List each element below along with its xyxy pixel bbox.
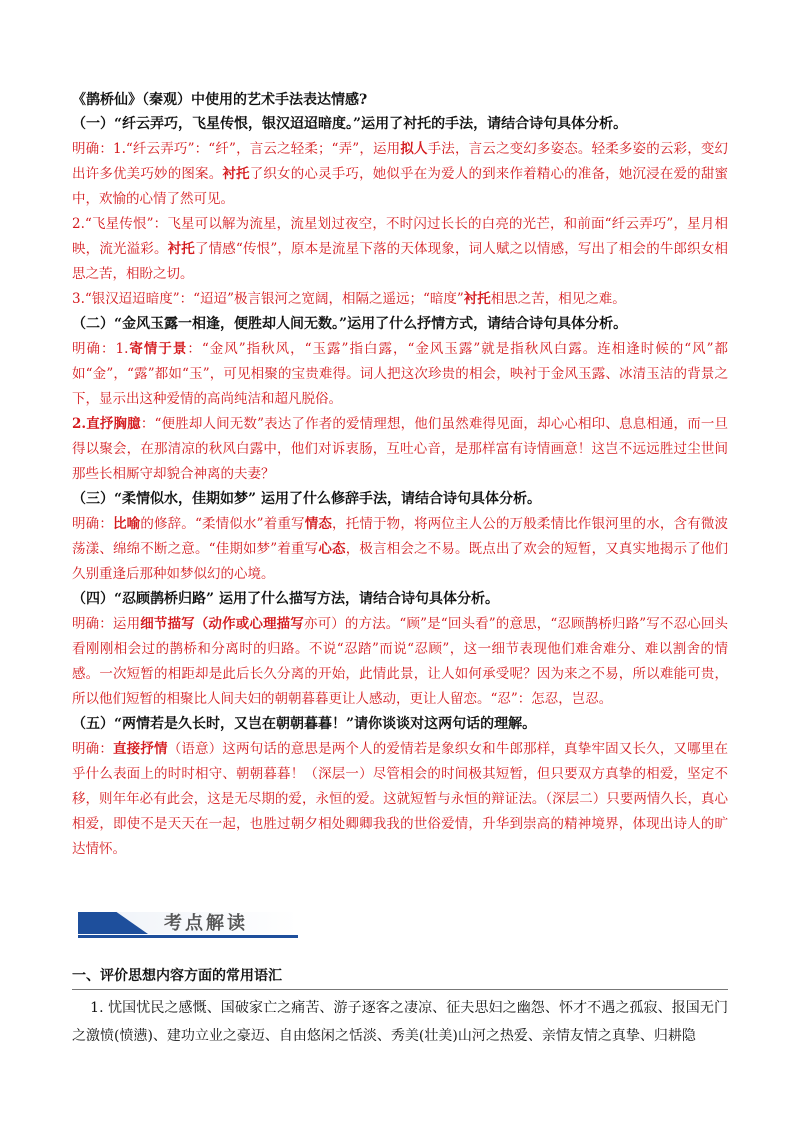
- answer-keyword: 寄情于景: [128, 341, 188, 357]
- answer-text: 相思之苦，相见之难。: [490, 291, 626, 307]
- answer-keyword: 直接抒情: [113, 741, 168, 757]
- answer-paragraph: [72, 412, 728, 487]
- answer-text: 3.“银汉迢迢暗度”：“迢迢”极言银河之宽阔，相隔之遥远；“暗度”: [72, 291, 464, 307]
- section-heading: 一、评价思想内容方面的常用语汇: [72, 968, 282, 984]
- answer-paragraph: [72, 612, 728, 712]
- answer-paragraph: [72, 512, 728, 587]
- answer-text: ：“便胜却人间无数”表达了作者的爱情理想，他们虽然难得见面，却心心相印、息息相通，而一旦得以聚会，在那清凉的秋风白露中，他们对诉衷肠，互吐心音，是那样富有诗情画意！这岂不远远胜过尘世间那些长相厮守却貌合神离的夫妻？: [72, 416, 729, 482]
- answer-keyword: 衬托: [222, 166, 250, 182]
- answer-paragraph: [72, 137, 728, 212]
- answer-text: 了织女的心灵手巧，她似乎在为爱人的到来作着精心的准备，她沉浸在爱的甜蜜中，欢愉的心情了然可见。: [72, 166, 729, 207]
- section-divider: [72, 989, 728, 990]
- question-heading: （一）“纤云弄巧，飞星传恨，银汉迢迢暗度。”运用了衬托的手法，请结合诗句具体分析。: [72, 116, 628, 132]
- answer-text: 亦可）的方法。“顾”是“回头看”的意思，“忍顾鹊桥归路”写不忍心回头看刚刚相会过的鹊桥和分离时的归路。不说“忍踏”而说“忍顾”，这一细节表现他们难舍难分、难以割舍的情感。一次短暂的相距却是此后长久分离的开始，此情此景，让人如何承受呢？因为来之不易，所以难能可贵，所以他们短暂的相聚比人间夫妇的朝朝暮暮更让人感动，更让人留恋。“忍”：怎忍，岂忍。: [72, 616, 729, 707]
- answer-text: 手法，言云之变幻多姿态。轻柔多姿的云彩，变幻出许多优美巧妙的图案。: [72, 141, 729, 182]
- answer-paragraph: [72, 212, 728, 287]
- answer-keyword: 情态: [304, 516, 333, 532]
- answer-text: 明确：1.: [72, 341, 129, 357]
- answer-keyword: 2.直抒胸臆: [72, 416, 141, 432]
- answer-text: ，极言相会之不易。既点出了欢会的短暂，又真实地揭示了他们久别重逢后那种如梦似幻的心境。: [72, 541, 729, 582]
- question-heading: （二）“金风玉露一相逢，便胜却人间无数。”运用了什么抒情方式，请结合诗句具体分析。: [72, 316, 628, 332]
- section-body-text: 1. 忧国忧民之感慨、国破家亡之痛苦、游子逐客之凄凉、征夫思妇之幽怨、怀才不遇之孤寂、报国无门之激愤(愤懑)、建功立业之豪迈、自由悠闲之恬淡、秀美(壮美)山河之热爱、亲情友情之真挚、归耕隐: [72, 1000, 728, 1044]
- answer-text: ：“金风”指秋风，“玉露”指白露，“金风玉露”就是指秋风白露。连相逢时候的“风”都如“金”，“露”都如“玉”，可见相聚的宝贵难得。词人把这次珍贵的相会，映衬于金风玉露、冰清玉洁的背景之下，显示出这种爱情的高尚纯洁和超凡脱俗。: [72, 341, 728, 407]
- answer-text: （语意）这两句话的意思是两个人的爱情若是象织女和牛郎那样，真挚牢固又长久，又哪里在乎什么表面上的时时相守、朝朝暮暮！（深层一）尽管相会的时间极其短暂，但只要双方真挚的相爱，坚定不移，则年年必有此会，这是无尽期的爱，永恒的爱。这就短暂与永恒的辩证法。（深层二）只要两情久长，真心相爱，即使不是天天在一起，也胜过朝夕相处卿卿我我的世俗爱情，升华到崇高的精神境界，体现出诗人的旷达情怀。: [72, 741, 729, 857]
- answer-text: 2.“飞星传恨”：飞星可以解为流星，流星划过夜空，不时闪过长长的白亮的光芒，和前面“纤云弄巧”，星月相映，流光溢彩。: [72, 216, 728, 257]
- question-heading: （四）“忍顾鹊桥归路” 运用了什么描写方法，请结合诗句具体分析。: [72, 591, 499, 607]
- section-body: [72, 994, 728, 1050]
- answer-text: 明确：1.“纤云弄巧”：“纤”，言云之轻柔；“弄”，运用: [72, 141, 401, 157]
- answer-keyword: 心态: [318, 541, 346, 557]
- answer-keyword: 比喻: [112, 516, 141, 532]
- banner-title: 考点解读: [164, 913, 248, 934]
- answer-text: 明确：: [72, 516, 113, 532]
- exercise-title: 《鹊桥仙》（秦观）中使用的艺术手法表达情感?: [72, 92, 368, 108]
- answer-text: 了情感“传恨”，原本是流星下落的天体现象，词人赋之以情感，写出了相会的牛郎织女相思之苦，相盼之切。: [72, 241, 729, 282]
- banner-underline: [78, 935, 298, 938]
- answer-keyword: 衬托: [463, 291, 491, 307]
- answer-paragraph: [72, 337, 728, 412]
- answer-keyword: 衬托: [167, 241, 195, 257]
- answer-keyword: 细节描写（动作或心理描写: [140, 616, 304, 632]
- question-heading: （五）“两情若是久长时，又岂在朝朝暮暮！”请你谈谈对这两句话的理解。: [72, 716, 537, 732]
- question-sections: [72, 112, 728, 862]
- question-heading: （三）“柔情似水，佳期如梦” 运用了什么修辞手法，请结合诗句具体分析。: [72, 491, 541, 507]
- section-banner: [78, 912, 298, 938]
- answer-text: 明确：: [72, 741, 114, 757]
- answer-text: 的修辞。“柔情似水”着重写: [140, 516, 305, 532]
- answer-paragraph: [72, 287, 728, 312]
- exercise-content: [72, 88, 728, 862]
- answer-text: ，托情于物，将两位主人公的万般柔情比作银河里的水，含有微波荡漾、绵绵不断之意。“佳期如梦”着重写: [72, 516, 729, 557]
- vocabulary-section: [72, 964, 728, 1050]
- answer-paragraph: [72, 737, 728, 862]
- answer-text: 明确：运用: [72, 616, 141, 632]
- answer-keyword: 拟人: [400, 141, 428, 157]
